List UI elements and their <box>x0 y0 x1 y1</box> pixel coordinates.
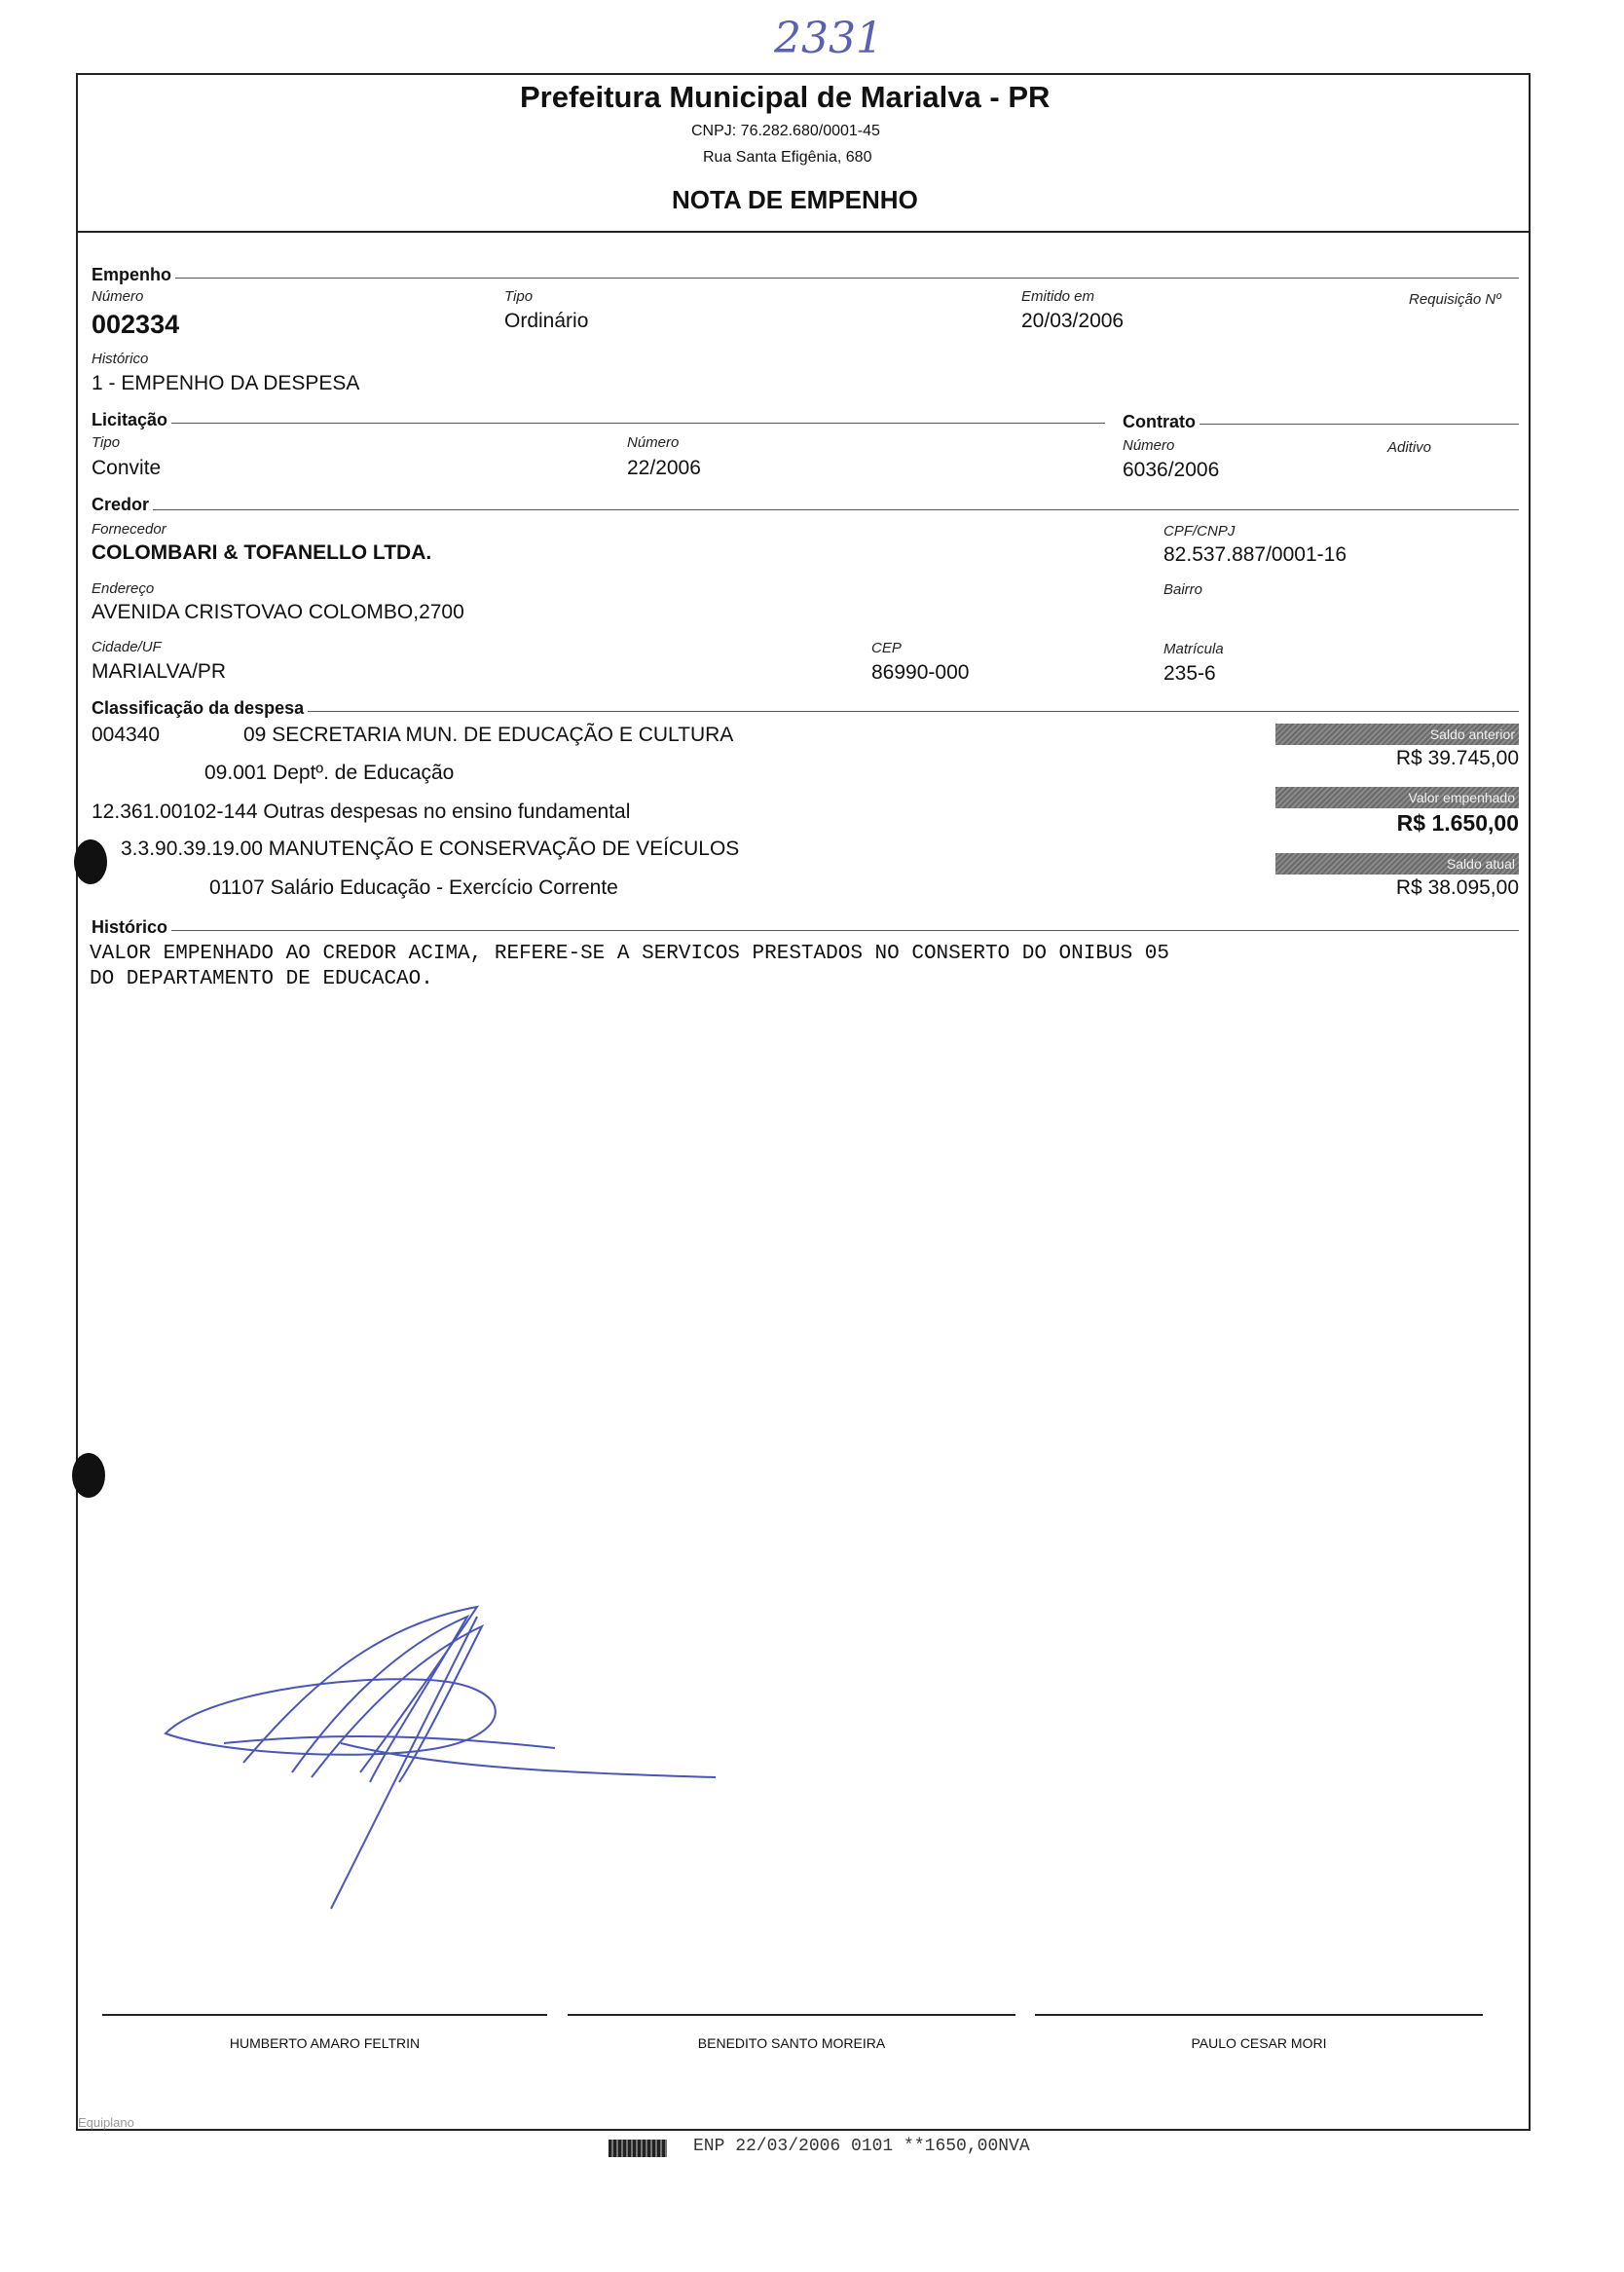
empenho-tipo: Ordinário <box>504 310 589 332</box>
footer-brand: Equiplano <box>78 2115 134 2130</box>
label-cidade: Cidade/UF <box>92 639 162 655</box>
label-bairro: Bairro <box>1163 581 1203 598</box>
credor-cidade: MARIALVA/PR <box>92 660 227 683</box>
classificacao-fonte: 01107 Salário Educação - Exercício Corrente <box>209 876 618 899</box>
label-emitido: Emitido em <box>1021 288 1095 305</box>
empenho-emitido: 20/03/2006 <box>1021 310 1125 332</box>
label-tipo: Tipo <box>504 288 534 305</box>
classificacao-funcional: 12.361.00102-144 Outras despesas no ensino fundamental <box>92 801 631 823</box>
org-address: Rua Santa Efigênia, 680 <box>703 149 872 166</box>
classificacao-codigo: 004340 <box>92 724 161 746</box>
section-empenho: Empenho <box>92 265 175 285</box>
label-historico: Histórico <box>92 351 149 367</box>
licitacao-tipo: Convite <box>92 457 162 479</box>
section-line <box>92 930 1519 931</box>
credor-cep: 86990-000 <box>871 661 970 684</box>
saldo-atual: R$ 38.095,00 <box>1395 876 1519 899</box>
section-licitacao: Licitação <box>92 410 171 430</box>
label-endereco: Endereço <box>92 580 155 597</box>
register-stamp: ENP 22/03/2006 0101 **1650,00NVA <box>693 2137 1030 2156</box>
credor-cnpj: 82.537.887/0001-16 <box>1163 543 1347 566</box>
label-licitacao-numero: Número <box>627 434 680 451</box>
credor-fornecedor: COLOMBARI & TOFANELLO LTDA. <box>92 541 432 564</box>
signature-line <box>568 2014 1015 2016</box>
classificacao-elemento: 3.3.90.39.19.00 MANUTENÇÃO E CONSERVAÇÃO DE VEÍCULOS <box>121 838 740 860</box>
label-fornecedor: Fornecedor <box>92 521 166 538</box>
label-requisicao: Requisição Nº <box>1409 291 1501 308</box>
section-contrato: Contrato <box>1123 412 1200 432</box>
signature-line <box>102 2014 547 2016</box>
empenho-historico: 1 - EMPENHO DA DESPESA <box>92 372 360 394</box>
saldo-atual-label: Saldo atual <box>1275 853 1519 875</box>
signature-name-3: PAULO CESAR MORI <box>1191 2035 1327 2051</box>
contrato-numero: 6036/2006 <box>1123 459 1220 481</box>
stamp-logo <box>609 2140 667 2157</box>
label-contrato-numero: Número <box>1123 437 1175 454</box>
valor-empenhado-label: Valor empenhado <box>1275 787 1519 808</box>
section-classificacao: Classificação da despesa <box>92 698 308 719</box>
credor-endereco: AVENIDA CRISTOVAO COLOMBO,2700 <box>92 601 464 623</box>
section-credor: Credor <box>92 495 153 515</box>
historico-line-2: DO DEPARTAMENTO DE EDUCACAO. <box>90 968 433 990</box>
credor-matricula: 235-6 <box>1163 662 1216 685</box>
classificacao-departamento: 09.001 Deptº. de Educação <box>204 762 455 784</box>
handwritten-number: 2331 <box>774 14 883 63</box>
label-cep: CEP <box>871 640 902 656</box>
label-aditivo: Aditivo <box>1387 439 1432 456</box>
signature-line <box>1035 2014 1483 2016</box>
section-line <box>92 423 1105 424</box>
punch-hole <box>74 839 107 884</box>
valor-empenhado: R$ 1.650,00 <box>1396 810 1519 836</box>
historico-line-1: VALOR EMPENHADO AO CREDOR ACIMA, REFERE-SE A SERVICOS PRESTADOS NO CONSERTO DO ONIBUS 05 <box>90 943 1169 965</box>
doc-title: NOTA DE EMPENHO <box>672 185 918 214</box>
punch-hole <box>72 1453 105 1498</box>
empenho-numero: 002334 <box>92 310 180 339</box>
section-line <box>92 278 1519 279</box>
saldo-anterior-label: Saldo anterior <box>1275 724 1519 745</box>
licitacao-numero: 22/2006 <box>627 457 701 479</box>
section-line <box>92 509 1519 510</box>
label-cnpj: CPF/CNPJ <box>1163 523 1236 540</box>
label-licitacao-tipo: Tipo <box>92 434 121 451</box>
signature-scribble <box>146 1587 730 1928</box>
label-matricula: Matrícula <box>1163 641 1224 657</box>
header-separator <box>76 231 1531 233</box>
signature-name-2: BENEDITO SANTO MOREIRA <box>697 2035 886 2051</box>
saldo-anterior: R$ 39.745,00 <box>1395 747 1519 769</box>
org-cnpj: CNPJ: 76.282.680/0001-45 <box>691 123 880 139</box>
section-historico: Histórico <box>92 917 171 938</box>
classificacao-secretaria: 09 SECRETARIA MUN. DE EDUCAÇÃO E CULTURA <box>243 724 734 746</box>
org-name: Prefeitura Municipal de Marialva - PR <box>520 80 1051 114</box>
label-numero: Número <box>92 288 144 305</box>
signature-name-1: HUMBERTO AMARO FELTRIN <box>229 2035 421 2051</box>
